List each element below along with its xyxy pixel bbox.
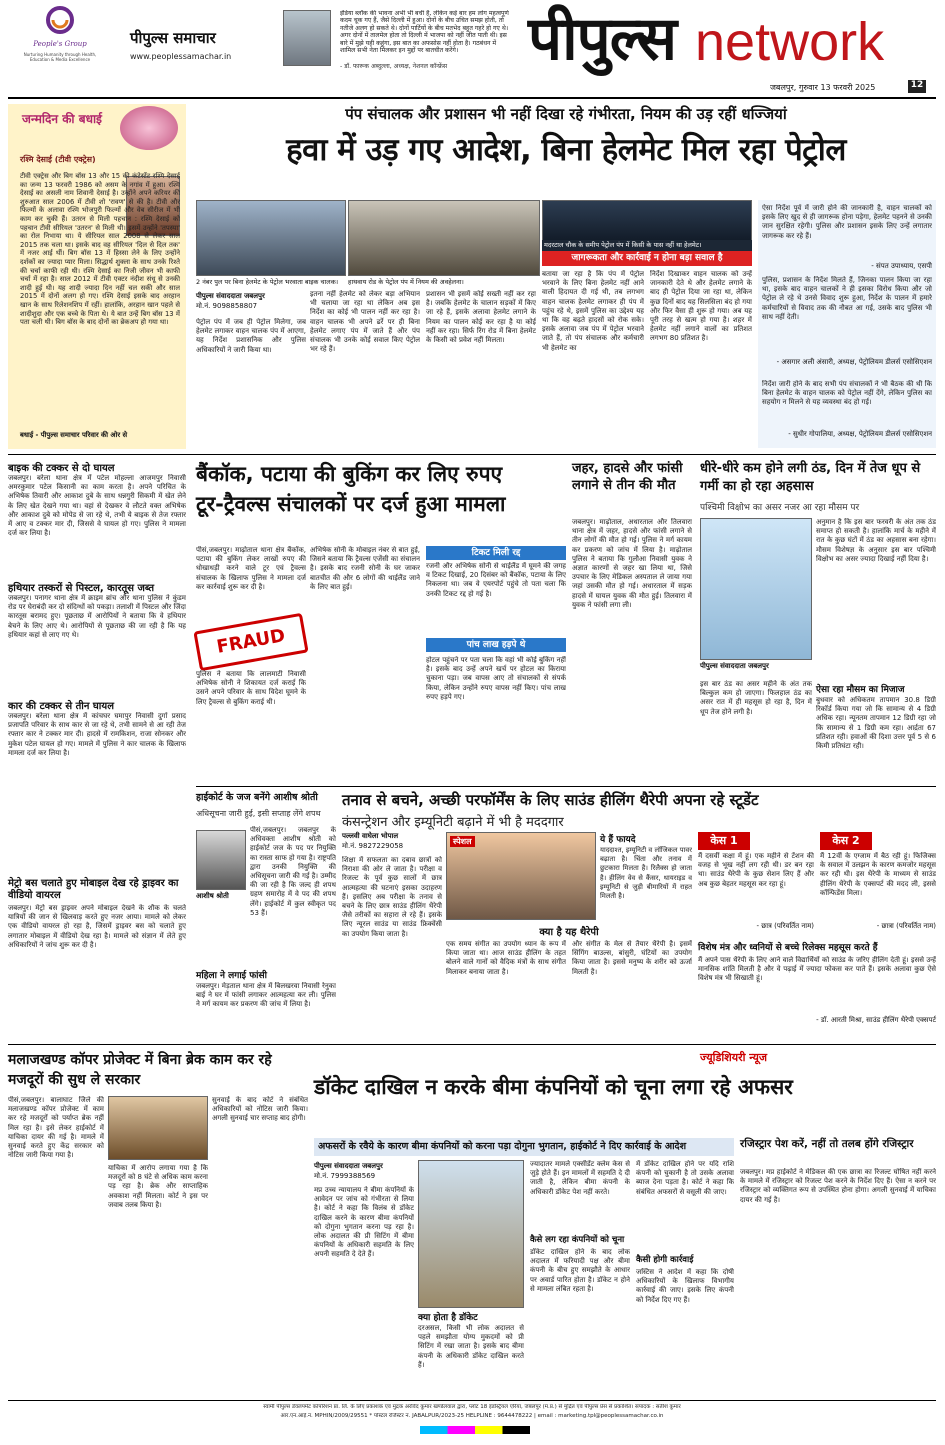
- jud-how-lose-headline: कैसे लग रहा कंपनियों को चूना: [530, 1235, 625, 1245]
- what-headline: क्या है यह थैरेपी: [539, 927, 599, 938]
- masthead-rule: [8, 97, 936, 99]
- brand-network: network: [695, 12, 885, 72]
- masthead: [0, 0, 945, 98]
- mix-headline: विशेष मंत्र और ध्वनियों से बच्चे रिलेक्स महसूस करते हैं: [698, 943, 878, 953]
- weather-text-2: इस बार ठंड का असर महीने के अंत तक बिल्कुल कम हो जाएगा। फिलहाल ठंड का असर रात में ही महसूस हो रहा है, दिन में धूप तेज होने लगी है।: [700, 680, 812, 716]
- hc-photo: [196, 830, 246, 890]
- mala-text-3: सुनवाई के बाद कोर्ट ने संबंधित अधिकारियों को नोटिस जारी किया। अगली सुनवाई चार सप्ताह बाद होगी।: [212, 1096, 308, 1123]
- weather-box-title: ऐसा रहा मौसम का मिजाज: [816, 685, 905, 695]
- jud-text-6: जस्टिस ने आदेश में कहा कि दोषी अधिकारियों के खिलाफ विभागीय कार्रवाई की जाए। इसके लिए कंपनी को निर्देश दिए गए हैं।: [636, 1268, 734, 1304]
- brand-hindi: पीपुल्स: [528, 4, 677, 74]
- birthday-wish: बधाई - पीपुल्स समाचार परिवार की ओर से: [20, 431, 128, 439]
- jud-byline: पीपुल्स संवाददाता जबलपुर: [314, 1162, 383, 1170]
- birthday-box: [8, 104, 186, 449]
- lead-para-2: इतना नहीं हेलमेट को लेकर बड़ा अभियान भी चलाया जा रहा था लेकिन अब इस निर्देश का कोई भी पालन नहीं कर रहा है। वाहन चालक भी अपने ढर्रे पर ही बिना हेलमेट लगाए पंप में जाते हैं और पंप संचालक भी उनके कोई सवाल किए पेट्रोल भर रहे हैं।: [310, 290, 420, 354]
- case-1-text: मैं दसवीं कक्षा में हूं। एक महीने से टेंशन की वजह से भूख नहीं लग रही थी। डर बन रहा था। साउंड थैरेपी के कुछ सेशन लिए हैं और अब कुछ बेहतर महसूस कर रहा हूं।: [698, 852, 814, 888]
- tour-col-1: पीसं,जबलपुर। माढ़ोताल थाना क्षेत्र बैंकॉक, पटाया की बुकिंग लेकर लाखों रुपए की धोखाधड़ी करने वाले टूर एवं ट्रैवल्स संचालक के खिलाफ पुलिस ने मामला दर्ज कर कार्रवाई शुरू कर दी है।: [196, 546, 306, 591]
- jud-text-2: दरअसल, किसी भी लोक अदालत से पहले समझौता योग्य मुकदमों को प्री सिटिंग में रखा जाता है। इसके बाद बीमा कंपनी के अधिकारी डॉकेट दाखिल करते हैं।: [418, 1324, 524, 1369]
- website: www.peoplessamachar.in: [130, 52, 232, 61]
- lead-byline: पीपुल्स संवाददाता जबलपुर: [196, 292, 265, 300]
- sound-text-1: शिक्षा में सफलता का दबाव छात्रों को निराशा की ओर ले जाता है। परीक्षा व रिजल्ट के पूर्व कुछ सालों में छात्र आत्महत्या की घटनाएं इसका उदाहरण हैं। इसलिए अब परीक्षा के तनाव से बचने के लिए छात्र साउंड हीलिंग थैरेपी जैसे तरीकों का सहारा ले रहे हैं। इसके लिए न्यूरल साउंड या साउंड फ्रिक्वेंसी का उपयोग किया जाता है।: [342, 856, 442, 938]
- gain-headline: ये हैं फायदे: [600, 835, 636, 845]
- sound-mobile: मो.नं. 9827229058: [342, 842, 404, 850]
- case-2-tag: केस 2: [820, 832, 872, 850]
- jud-mobile: मो.नं. 7999388569: [314, 1172, 376, 1180]
- sidebar-quote-3-by: - सुधीर गोपालिया, अध्यक्ष, पेट्रोलियम डीलर्स एसोसिएशन: [788, 430, 932, 438]
- arms-text: जबलपुर। पनागर थाना क्षेत्र में क्राइम ब्रांच और थाना पुलिस ने कुंडम रोड पर घेराबंदी कर दो संदिग्धों को पकड़ा। तलाशी में पिस्टल और जिंदा कारतूस बरामद हुए। पूछताछ में आरोपियों ने बताया कि वे हथियार बेचने के लिए आए थे। आरोपियों से पूछताछ की जा रही है कि यह हथियार कहां से लाए गए थे।: [8, 594, 186, 639]
- jud-headline: डॉकेट दाखिल न करके बीमा कंपनियों को चूना लगा रहे अफसर: [314, 1075, 793, 1099]
- section-rule-1: [8, 454, 936, 455]
- lead-caption-1: 2 नंबर पुल पर बिना हेलमेट के पेट्रोल भरवाता बाइक चालक।: [196, 278, 339, 286]
- court-photo: [418, 1160, 524, 1308]
- judiciary-label: ज्यूडिशियरी न्यूज: [700, 1051, 768, 1064]
- sound-byline: पल्लवी वाघेला भोपाल: [342, 832, 399, 840]
- celebrity-name: रश्मि देसाई (टीवी एक्ट्रेस): [20, 155, 96, 164]
- dateline: जबलपुर, गुरुवार 13 फरवरी 2025: [770, 83, 876, 92]
- jud-text-5: में डॉकेट दाखिल होने पर यदि राशि कंपनी को चुकानी है तो उसके अलावा ब्याज देना पड़ता है। कोर्ट ने कहा कि संबंधित अफसरों से वसूली की जाए।: [636, 1160, 734, 1196]
- jud-text-3: ज्यादातर मामले एक्सीडेंट क्लेम केस से जुड़े होते हैं। इन मामलों में सहमति दे दी जाती है, लेकिन बीमा कंपनी के अधिकारी डॉकेट पेश नहीं करते।: [530, 1160, 630, 1196]
- weather-caption: पीपुल्स संवाददाता जबलपुर: [700, 662, 769, 670]
- color-registration-bar: [420, 1426, 530, 1434]
- tour-headline-2: टूर-ट्रैवल्स संचालकों पर दर्ज हुआ मामला: [196, 492, 506, 516]
- weather-text-1: अनुमान है कि इस बार फरवरी के अंत तक ठंड समाप्त हो सकती है। हालांकि मार्च के महीने में रात के कुछ घंटों में ठंड का अहसास बना रहेगा। मौसम विशेषज्ञ के अनुसार इस बार पश्चिमी विक्षोभ का असर ज्यादा दिखाई नहीं दिया है।: [816, 518, 936, 563]
- woman-text: जबलपुर। मेड़ताल थाना क्षेत्र में बिलखरवा निवासी रेनुका बाई ने घर में फांसी लगाकर आत्महत्या कर ली। पुलिस ने मर्ग कायम कर प्रकरण की जांच में लिया है।: [196, 982, 336, 1009]
- special-tag: स्पेशल: [450, 836, 475, 847]
- metro-headline: मेट्रो बस चलाते हुए मोबाइल देख रहे ड्राइवर का वीडियो वायरल: [8, 878, 179, 901]
- hc-subhead: अधिसूचना जारी हुई, इसी सप्ताह लेंगे शपथ: [196, 809, 321, 818]
- bike-headline: बाइक की टक्कर से दो घायल: [8, 463, 115, 474]
- tour-headline-1: बैंकॉक, पटाया की बुकिंग कर लिए रुपए: [196, 462, 503, 486]
- lead-caption-2: हाथवाय रोड के पेट्रोल पंप में नियम की अवहेलना।: [348, 278, 464, 286]
- gain-text: याददाश्त, इम्यूनिटी व लॉजिकल पावर बढ़ाता है। चिंता और तनाव में छुटकारा मिलता है। रिलैक्स हो जाता है। हीलिंग वेव से कैंसर, थायराइड व इम्यूनिटी से जुड़ी बीमारियों में राहत मिलती है।: [600, 846, 692, 901]
- small-brand: पीपुल्स समाचार: [130, 29, 216, 47]
- jud-action-headline: कैसी होगी कार्रवाई: [636, 1255, 694, 1265]
- mala-text-2: याचिका में आरोप लगाया गया है कि मजदूरों को 8 घंटे से अधिक काम करना पड़ रहा है। ब्रेक और साप्ताहिक अवकाश नहीं मिलता। कोर्ट ने इस पर जवाब तलब किया है।: [108, 1164, 208, 1209]
- section-rule-2: [196, 786, 936, 787]
- registrar-text: जबलपुर। मप्र हाईकोर्ट ने मेडिकल की एक छात्रा का रिजल्ट घोषित नहीं करने के मामले में रजिस्ट्रार को रिजल्ट पेश करने के निर्देश दिए हैं। ऐसा न करने पर रजिस्ट्रार को व्यक्तिगत रूप से उपस्थित होना होगा। अगली सुनवाई में याचिका दायर की गई है।: [740, 1168, 936, 1204]
- lead-para-5: निर्देश दिखाकर वाहन चालक को उन्हें जानकारी देते थे और हेलमेट लगाने के बाद ही पेट्रोल दिया जा रहा था, लेकिन कुछ दिनों बाद यह सिलसिला बंद हो गया और फिर वैसा ही शुरू हो गया। अब यह पूरी तरह से खत्म हो गया है। शहर में हेलमेट नहीं लगाने वालों का प्रतिशत लगभग 80 प्रतिशत है।: [650, 270, 752, 343]
- sidebar-quote-2: पुलिस, प्रशासन के निर्देश मिलते हैं, जिनका पालन किया जा रहा था, इसके बाद वाहन चालकों ने ही इसका विरोध किया और जो पेट्रोल ले रहे थे उनसे विवाद शुरू हुआ, निर्देश के पालन में हमारे कर्मचारियों से विवाद तक की नौबत आ गई, उसके बाद पुलिस भी साथ नहीं देती।: [762, 276, 932, 321]
- case-1-tag: केस 1: [698, 832, 750, 850]
- sidebar-quote-3: निर्देश जारी होने के बाद सभी पंप संचालकों ने भी बैठक की थी कि बिना हेलमेट के वाहन चालक को पेट्रोल नहीं देंगे, लेकिन पुलिस का सहयोग न मिलने से यह व्यवस्था बंद हो गई।: [762, 380, 932, 407]
- flower-bouquet-icon: [120, 106, 178, 150]
- lead-para-1: पेट्रोल पंप में जब ही पेट्रोल मिलेगा, जब हेलमेट लगाकर वाहन चालक पंप में आएगा, यह निर्देश प्रशासनिक और पुलिस अधिकारियों ने जारी किया था।: [196, 318, 306, 354]
- quote-author: - डॉ. फारूक अब्दुल्ला, अध्यक्ष, नेशनल कॉन्फ्रेंस: [340, 63, 448, 70]
- group-name: People's Group: [33, 40, 87, 48]
- woman-headline: महिला ने लगाई फांसी: [196, 971, 267, 981]
- gavel-photo: [108, 1096, 208, 1160]
- lead-para-4: बताया जा रहा है कि पंप में पेट्रोल भरवाने के लिए बिना हेलमेट नहीं आने वाली हिदायत दी गई थी, तब लगभग वाहन चालक हेलमेट लगाकर ही पंप में पहुंच रहे थे, इसमें पुलिस का उद्देश्य यह था कि वह बढ़ते हादसों को रोक सके। इसके अलावा जब पंप में पेट्रोल भरवाने जाते हैं, तो पंप संचालक और कर्मचारी भी हेलमेट का: [542, 270, 644, 352]
- case-2-by: - छात्रा (परिवर्तित नाम): [876, 922, 936, 930]
- death-headline: जहर, हादसे और फांसी लगाने से तीन की मौत: [572, 461, 683, 493]
- sidebar-quote-2-by: - असगार अली अंसारी, अध्यक्ष, पेट्रोलियम डीलर्स एसोसिएशन: [776, 358, 932, 366]
- lead-strap: जागरूकता और कार्रवाई न होना बड़ा सवाल है: [542, 251, 752, 266]
- mala-headline: मलाजखण्ड कॉपर प्रोजेक्ट में बिना ब्रेक काम कर रहे मजदूरों की सुध ले सरकार: [8, 1052, 272, 1088]
- death-text: जबलपुर। माढ़ोताल, अधारताल और तिलवारा थाना क्षेत्र में जहर, हादसे और फांसी लगाने से तीन लोगों की मौत हो गई। पुलिस ने मर्ग कायम कर प्रकरण को जांच में लिया है। माढ़ोताल पुलिस ने बताया कि गुलौआ निवासी युवक ने अज्ञात कारणों से जहर खा लिया था, जिसे उपचार के लिए मेडिकल अस्पताल ले जाया गया जहां उसकी मौत हो गई। अधारताल में सड़क हादसे में घायल युवक की मौत हुई। तिलवारा में युवक ने फांसी लगा ली।: [572, 518, 692, 609]
- group-tagline: Nurturing Humanity through Health, Education & Media Excellence: [23, 52, 97, 62]
- footer-imprint: स्वामी पीपुल्स डेवलपमेंट कॉर्पोरेशन प्रा. लि. के लिए प्रकाशक एवं मुद्रक अरविंद कुमार खण्डेलवाल द्वारा, प्लॉट 18 इंडस्ट्रियल एरिया, जबलपुर (म.प्र.) से मुद्रित एवं पीपुल्स प्रेस से प्रकाशित। संपादक : सतीश कुमार: [263, 1404, 681, 1410]
- sound-subhead: कंसन्ट्रेशन और इम्यूनिटी बढ़ाने में भी है मददगार: [342, 815, 564, 830]
- what-text-2: और संगीत के मेल से तैयार थैरेपी है। इसमें सिंगिंग बाउल्स, बांसुरी, घंटियों का उपयोग किया जाता है। इससे मनुष्य के शरीर को ऊर्जा मिलती है।: [572, 940, 692, 976]
- metro-text: जबलपुर। मेट्रो बस ड्राइवर अपने मोबाइल देखने के शौक के चलते यात्रियों की जान से खिलवाड़ करते हुए नजर आया। मामले को लेकर एक वीडियो वायरल हो रहा है, जिसमें ड्राइवर बस को चलाते हुए लगातार मोबाइल में वीडियो देख रहा है। मामले को संज्ञान में लेते हुए अधिकारियों ने जांच शुरू कर दी है।: [8, 904, 186, 949]
- car-text: जबलपुर। बरेला थाना क्षेत्र में कांचघर घमापुर निवासी दुर्गा प्रसाद प्रजापति परिवार के साथ कार से जा रहे थे, तभी सामने से आ रही तेज रफ्तार कार ने टक्कर मार दी। हादसे में रामकिशन, राजा सोनकर और मुकेश पटेल घायल हो गए। मामले में पुलिस ने कार चालक के खिलाफ मामला दर्ज कर लिया है।: [8, 712, 186, 757]
- jud-box-title: क्या होता है डॉकेट: [418, 1313, 478, 1323]
- tour-col-1b: पुलिस ने बताया कि लालमाटी निवासी अभिषेक सोनी ने शिकायत दर्ज कराई कि उसने अपने परिवार के साथ विदेश घूमने के लिए ट्रैवल्स से बुकिंग कराई थी।: [196, 670, 306, 706]
- car-headline: कार की टक्कर से तीन घायल: [8, 701, 114, 712]
- lead-para-3: प्रशासन भी इसमें कोई सख्ती नहीं कर रहा है। जबकि हेलमेट के चालान सड़कों में किए जा रहे हैं, इसके अलावा हेलमेट लगाने के नियम का पालन कोई कर रहा है या कोई नहीं कर रहा। सिर्फ रिंग रोड में बिना हेलमेट के किसी को प्रवेश नहीं मिलता।: [426, 290, 536, 345]
- registrar-headline: रजिस्ट्रार पेश करें, नहीं तो तलब होंगे रजिस्ट्रार: [740, 1138, 914, 1150]
- tour-col-2: अभिषेक सोनी के मोबाइल नंबर से बात हुई, जिसने बताया कि ट्रैवल्स एजेंसी का संचालन है। इसके बाद रजनी सोनी के घर जाकर बातचीत की और 6 लोगों की थाईलैंड जाने के लिए बात हुई।: [310, 546, 420, 591]
- lead-caption-3: मदरटाल चौक के समीप पेट्रोल पंप में किसी के पास नहीं था हेलमेट।: [542, 240, 752, 251]
- peoples-group-logo: [42, 6, 78, 36]
- bike-text: जबलपुर। बरेला थाना क्षेत्र में पटेल मोहल्ला आजमपुर निवासी अमरकुमार पटेल किसानी का काम करता है। अपने परिचित के अभिषेक तिवारी और आकाश दुबे के साथ धन्नगुरी सिकमी में खेत लेने के लिए खेत देखने गया था। वहां से देखकर वे लौटते वक्त अभिषेक और आकाश दुबे को मोपेड से जा रहे थे, तभी ये बाइक से तेज रफ्तार में आए व टक्कर मार दी, जिससे वे घायल हो गए। पुलिस ने मामला दर्ज कर लिया है।: [8, 474, 186, 538]
- arms-headline: हथियार तस्करों से पिस्टल, कारतूस जब्त: [8, 583, 155, 594]
- lead-headline: हवा में उड़ गए आदेश, बिना हेलमेट मिल रहा पेट्रोल: [286, 132, 846, 168]
- case-1-by: - छात्र (परिवर्तित नाम): [756, 922, 814, 930]
- lead-sidebar: [758, 200, 936, 448]
- page-number: 12: [908, 80, 926, 93]
- hc-caption: आशीष श्रोती: [196, 892, 229, 900]
- jud-text-1: मप्र उच्च न्यायालय ने बीमा कंपनियों के आवेदन पर जांच को गंभीरता से लिया है। कोर्ट ने कहा कि विलंब से डॉकेट दाखिल करने के कारण बीमा कंपनियों को दोगुना भुगतान करना पड़ रहा है। लोक अदालत की प्री सिटिंग में बीमा कंपनियों के अधिकारी सहमति के लिए अपनी सहमति दे देते हैं।: [314, 1186, 414, 1259]
- mix-by: - डॉ. आरती मिश्रा, साउंड हीलिंग थैरेपी एक्सपर्ट: [816, 1016, 936, 1024]
- lead-photo-2: [348, 200, 540, 276]
- tour-box-1: टिकट मिली रद्द: [426, 546, 566, 560]
- tour-col-3: रजनी और अभिषेक सोनी से थाईलैंड में घूमने की जगह व टिकट दिखाई, 20 दिसंबर को बैंकॉक, पटाया के लिए निकलना था। जब वे एयरपोर्ट पहुंचे तो पता चला कि उनकी टिकट रद्द हो गई है।: [426, 562, 566, 598]
- tour-col-4: होटल पहुंचने पर पता चला कि वहां भी कोई बुकिंग नहीं है। इसके बाद उन्हें अपने खर्च पर होटल का किराया चुकाना पड़ा। जब वापस आए तो संचालकों से संपर्क किया, लेकिन उन्होंने रुपए वापस नहीं किए। पांच लाख रुपए हड़पे गए।: [426, 656, 566, 701]
- mala-text-1: पीसं,जबलपुर। बालाघाट जिले की मलाजखण्ड कॉपर प्रोजेक्ट में काम कर रहे मजदूरों को पर्याप्त ब्रेक नहीं मिल रहा है। इसे लेकर हाईकोर्ट में याचिका दायर की गई है। मामले में सुनवाई करते हुए केंद्र सरकार को नोटिस जारी किया गया है।: [8, 1096, 104, 1160]
- lead-photo-1: [196, 200, 346, 276]
- tour-box-2: पांच लाख हड़पे थे: [426, 638, 566, 652]
- weather-text-3: बुधवार को अधिकतम तापमान 30.8 डिग्री रिकॉर्ड किया गया जो कि सामान्य से 4 डिग्री अधिक रहा। न्यूनतम तापमान 12 डिग्री रहा जो कि सामान्य से 1 डिग्री कम रहा। आर्द्रता 67 प्रतिशत रही। हवाओं की दिशा उत्तर पूर्व 5 से 6 किमी प्रतिघंटा रही।: [816, 696, 936, 751]
- sound-headline: तनाव से बचने, अच्छी परफॉर्मेंस के लिए साउंड हीलिंग थैरेपी अपना रहे स्टूडेंट: [342, 791, 759, 809]
- weather-subhead: पश्चिमी विक्षोभ का असर नजर आ रहा मौसम पर: [700, 503, 860, 513]
- weather-photo: [700, 518, 812, 660]
- lead-mobile: मो.नं. 9098858807: [196, 302, 258, 310]
- sidebar-quote-1-by: - संपत उपाध्याय, एसपी: [871, 262, 932, 270]
- what-text: एक समय संगीत का उपयोग ध्यान के रूप में किया जाता था। आज साउंड हीलिंग के तहत बोलने वाले गानों को वैदिक मंत्रों के साथ संगीत मिलाकर बनाया जाता है।: [446, 940, 566, 976]
- footer-registration: आर.एन.आई.नं. MPHIN/2009/29551 * पोस्टल रजिस्टर नं. JABALPUR/2023-25 HELPLINE : 9644478222 | email : marketing.tpl@peoplessamachar.co.in: [280, 1413, 664, 1419]
- mix-text: मैं अपने पास थैरेपी के लिए आने वाले विद्यार्थियों को साउंड के जरिए हीलिंग देती हूं। इससे उन्हें मानसिक शांति मिलती है और वे पढ़ाई में ज्यादा फोकस कर पाते हैं। इसके अलावा कुछ ऐसे विशेष मंत्र भी सिखाती हूं।: [698, 956, 936, 983]
- hc-headline: हाईकोर्ट के जज बनेंगे आशीष श्रोती: [196, 792, 318, 803]
- hc-text: पीसं,जबलपुर। जबलपुर के अधिवक्ता आशीष श्रोती को हाईकोर्ट जज के पद पर नियुक्ति का रास्ता साफ हो गया है। राष्ट्रपति द्वारा उनकी नियुक्ति की अधिसूचना जारी की गई है। उम्मीद की जा रही है कि जल्द ही शपथ ग्रहण समारोह में वे पद की शपथ लेंगे। हाईकोर्ट में कुल स्वीकृत पद 53 हैं।: [250, 826, 336, 917]
- quote-text: इंडिया ब्लॉक की भावना अभी भी बची है, लेकिन कई बार हम लोग महत्वपूर्ण कदम चूक गए हैं, जैसे दिल्ली में हुआ। दोनों के बीच उचित समझ होती, तो नतीजे अलग हो सकते थे। दोनों पार्टियों के बीच मतभेद बहुत गहरे हो गए थे। अगर दोनों में तालमेल होता तो दिल्ली में भाजपा को नहीं जीत पाती थी। इस बारे में मुझे यही कहूंगा, इस बात का अफसोस नहीं होता है। गठबंधन में शामिल सभी नेता मिलकर इन मुद्दों पर बातचीत करेंगे।: [340, 10, 509, 55]
- quote-person-photo: [283, 10, 331, 66]
- footer-rule: [8, 1400, 936, 1401]
- birthday-title: जन्मदिन की बधाई: [22, 112, 102, 126]
- fraud-stamp: FRAUD: [193, 613, 308, 671]
- lead-kicker: पंप संचालक और प्रशासन भी नहीं दिखा रहे गंभीरता, नियम की उड़ रहीं धज्जियां: [345, 105, 787, 123]
- section-rule-3: [8, 1044, 936, 1045]
- case-2-text: मैं 12वीं के एग्जाम में बैठ रही हूं। फिजिक्स के सवाल में उलझन के कारण कमजोर महसूस कर रही थी। इस थैरेपी के माध्यम से साउंड हीलिंग थैरेपी के एक्सपर्ट की मदद ली, इससे कॉन्फिडेंस मिला।: [820, 852, 936, 897]
- birthday-body: टीवी एक्ट्रेस और बिग बॉस 13 और 15 की कंटेस्टेंट रश्मि देसाई का जन्म 13 फरवरी 1986 को असम के नगांव में हुआ। रश्मि देसाई का असली नाम शिवानी देसाई है। उन्होंने अपने करियर की शुरुआत साल 2006 में टीवी शो 'रावण' से की है। टीवी और फिल्मों के अलावा रश्मि भोजपुरी फिल्मों और वेब सीरीज में भी काम कर चुकी हैं। उतरन से मिली पहचान : रश्मि देसाई को पहचान टीवी सीरियल 'उतरन' से मिली थी। इसमें उन्होंने 'तपस्या' का रोल निभाया था। ये सीरियल साल 2008 से लेकर साल 2015 तक चला था। इसके बाद वह सीरियल 'दिल से दिल तक' में नजर आई थीं। बिग बॉस 13 में हिस्सा लेने के लिए उन्होंने दर्शकों का ज्यादा प्यार मिला। सिद्धार्थ शुक्ला के साथ उनके रिश्ते की चर्चा काफी रही थी। रश्मि देसाई का निजी जीवन भी काफी चर्चा में रहा है। साल 2012 में टीवी एक्टर नंदीश संधू से उनकी शादी हुई थी। यह शादी ज्यादा दिन नहीं चल सकी और साल 2015 में दोनों अलग हो गए। रश्मि देसाई इसके बाद अरहान खान के साथ रिलेशनशिप में रहीं। हालांकि, अरहान खान पहले से शादीशुदा और एक बच्चे के पिता थे। ये बात उन्हें बिग बॉस 13 में पता चली थी। बिग बॉस के बाद दोनों का ब्रेकअप हो गया था।: [20, 172, 180, 327]
- jud-subhead: अफसरों के रवैये के कारण बीमा कंपनियों को करना पड़ा दोगुना भुगतान, हाईकोर्ट ने दिए कार्रवाई के आदेश: [314, 1138, 734, 1156]
- weather-headline: धीरे-धीरे कम होने लगी ठंड, दिन में तेज धूप से गर्मी का हो रहा अहसास: [700, 461, 921, 494]
- jud-text-4: डॉकेट दाखिल होने के बाद लोक अदालत में फरियादी पक्ष और बीमा कंपनी के बीच हुए समझौते के आधार पर अवार्ड पारित होता है। डॉकेट न होने से मामला लंबित रहता है।: [530, 1248, 630, 1293]
- sidebar-quote-1: ऐसा निर्देश पूर्व में जारी होने की जानकारी है, वाहन चालकों को इसके लिए खुद से ही जागरूक होना पड़ेगा, हेलमेट पहनने से उनकी जान सुरक्षित रहेगी। पुलिस और प्रशासन इसके लिए उन्हें लगातार जागरूक कर रहे हैं।: [762, 204, 932, 240]
